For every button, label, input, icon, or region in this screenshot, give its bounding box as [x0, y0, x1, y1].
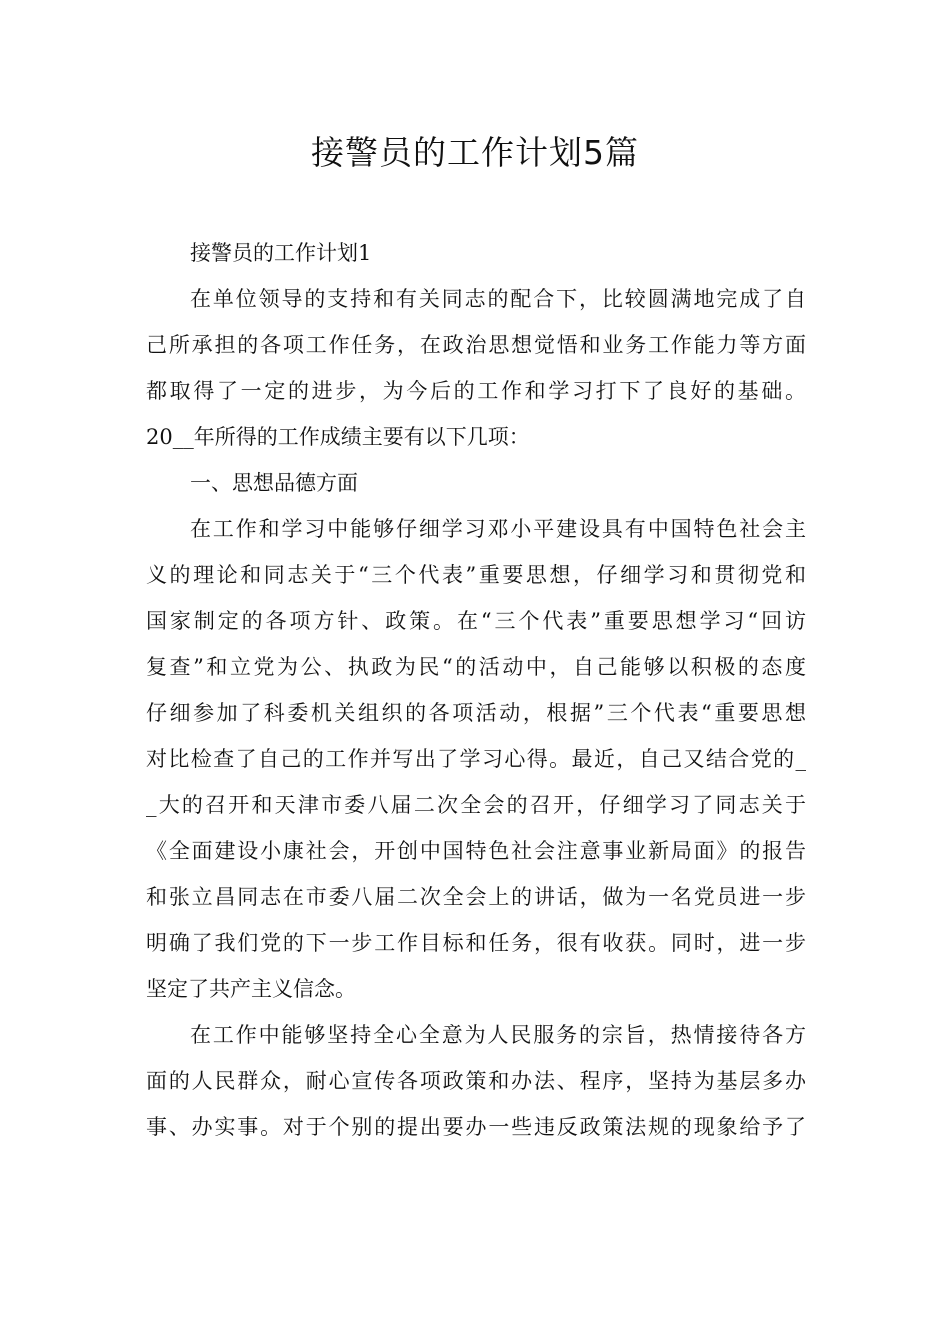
paragraph-line: 坚定了共产主义信念。: [146, 977, 356, 1001]
paragraph-line: 复查”和立党为公、执政为民“的活动中，自己能够以积极的态度: [146, 655, 806, 679]
paragraph-line: 接警员的工作计划1: [190, 241, 372, 265]
paragraph-line: 和张立昌同志在市委八届二次全会上的讲话，做为一名党员进一步: [146, 885, 806, 909]
paragraph: [146, 230, 806, 276]
paragraph-line: 仔细参加了科委机关组织的各项活动，根据”三个代表“重要思想: [146, 701, 806, 725]
document-body: [146, 230, 806, 1150]
paragraph: [146, 276, 806, 460]
paragraph: [146, 506, 806, 1012]
paragraph-line: 《全面建设小康社会，开创中国特色社会注意事业新局面》的报告: [146, 839, 806, 863]
paragraph-line: 在工作中能够坚持全心全意为人民服务的宗旨，热情接待各方: [190, 1023, 806, 1047]
paragraph-line: 事、办实事。对于个别的提出要办一些违反政策法规的现象给予了: [146, 1115, 806, 1139]
paragraph-line: 在工作和学习中能够仔细学习邓小平建设具有中国特色社会主: [190, 517, 806, 541]
paragraph-line: 己所承担的各项工作任务，在政治思想觉悟和业务工作能力等方面: [146, 333, 806, 357]
paragraph-line: 都取得了一定的进步，为今后的工作和学习打下了良好的基础。: [146, 379, 806, 403]
paragraph-line: 一、思想品德方面: [190, 471, 358, 495]
paragraph-line: 明确了我们党的下一步工作目标和任务，很有收获。同时，进一步: [146, 931, 806, 955]
paragraph-line: 对比检查了自己的工作并写出了学习心得。最近，自己又结合党的_: [146, 747, 806, 771]
paragraph-line: 面的人民群众，耐心宣传各项政策和办法、程序，坚持为基层多办: [146, 1069, 806, 1093]
paragraph-line: 20__年所得的工作成绩主要有以下几项：: [146, 425, 530, 449]
paragraph-line: 在单位领导的支持和有关同志的配合下，比较圆满地完成了自: [190, 287, 806, 311]
paragraph-line: _大的召开和天津市委八届二次全会的召开，仔细学习了同志关于: [146, 793, 806, 817]
paragraph: [146, 460, 806, 506]
paragraph: [146, 1012, 806, 1150]
document-title: 接警员的工作计划5篇: [311, 133, 639, 172]
paragraph-line: 义的理论和同志关于“三个代表”重要思想，仔细学习和贯彻党和: [146, 563, 806, 587]
paragraph-line: 国家制定的各项方针、政策。在“三个代表”重要思想学习“回访: [146, 609, 806, 633]
